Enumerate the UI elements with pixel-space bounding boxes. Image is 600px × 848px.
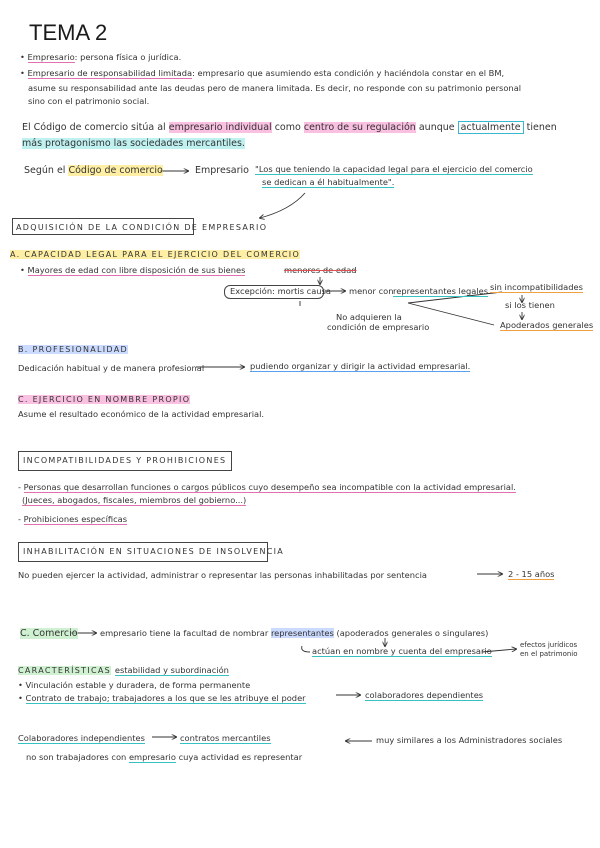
comercio-term: C. Comercio	[20, 628, 78, 639]
no-adquieren-1: No adquieren la	[336, 312, 402, 322]
codigo-paragraph-line-2: más protagonismo las sociedades mercantiles.	[22, 138, 245, 149]
no-adquieren-2: condición de empresario	[327, 322, 430, 332]
inhab-text: No pueden ejercer la actividad, administrar o representar las personas inhabilitadas por sentencia	[18, 570, 427, 580]
definicion-quote-1: "Los que teniendo la capacidad legal para el ejercicio del comercio	[255, 164, 533, 174]
section-b-text: Dedicación habitual y de manera profesional	[18, 363, 205, 373]
incompat-item-1: - Personas que desarrollan funciones o cargos públicos cuyo desempeño sea incompatible con la actividad empresarial.	[18, 482, 516, 492]
caract-item-1: • Vinculación estable y duradera, de forma permanente	[18, 680, 251, 690]
excepcion-mortis-causa: Excepción: mortis causa	[230, 286, 331, 296]
resp-limitada-line-2: asume su responsabilidad ante las deudas pero de manera limitada. Es decir, no responde con su patrimonio personal	[28, 83, 522, 93]
menores-de-edad: menores de edad	[284, 265, 357, 275]
incompat-item-1-sub: (Jueces, abogados, fiscales, miembros del gobierno...)	[22, 495, 247, 505]
section-a-item: • Mayores de edad con libre disposición de sus bienes	[20, 265, 246, 275]
si-los-tienen: si los tienen	[505, 300, 555, 310]
section-a-heading: A. CAPACIDAD LEGAL PARA EL EJERCICIO DEL COMERCIO	[10, 250, 301, 259]
term-responsabilidad-limitada: Empresario de responsabilidad limitada	[27, 68, 193, 78]
section-c-heading: C. EJERCICIO EN NOMBRE PROPIO	[18, 395, 191, 404]
inhab-years: 2 - 15 años	[508, 569, 555, 579]
incompat-item-2: - Prohibiciones específicas	[18, 514, 128, 524]
incompat-heading: INCOMPATIBILIDADES Y PROHIBICIONES	[23, 456, 227, 465]
section-b-result: pudiendo organizar y dirigir la actividad empresarial.	[250, 361, 471, 371]
muy-similares: muy similares a los Administradores sociales	[376, 735, 563, 745]
codigo-paragraph: El Código de comercio sitúa al empresario individual como centro de su regulación aunque actualmente tienen	[22, 122, 557, 133]
contratos-mercantiles: contratos mercantiles	[180, 733, 271, 743]
section-c-text: Asume el resultado económico de la actividad empresarial.	[18, 409, 265, 419]
colaboradores-dependientes: colaboradores dependientes	[365, 690, 484, 700]
colaboradores-independientes: Colaboradores independientes	[18, 733, 145, 743]
efectos-juridicos-2: en el patrimonio	[520, 650, 578, 658]
menor-con: menor con	[349, 286, 394, 296]
caracteristicas-heading: CARACTERÍSTICAS estabilidad y subordinación	[18, 665, 229, 675]
representantes-legales: representantes legales	[393, 286, 489, 296]
caract-item-2: • Contrato de trabajo; trabajadores a los que se les atribuye el poder	[18, 693, 306, 703]
inhab-heading: INHABILITACIÓN EN SITUACIONES DE INSOLVENCIA	[23, 547, 285, 556]
empresario-label: Empresario	[195, 165, 249, 176]
efectos-juridicos-1: efectos jurídicos	[520, 641, 578, 649]
segun-codigo: Según el Código de comercio	[24, 165, 163, 176]
apoderados-generales: Apoderados generales	[500, 320, 594, 330]
actuan-en-nombre: actúan en nombre y cuenta del empresario	[312, 646, 492, 656]
section-b-heading: B. PROFESIONALIDAD	[18, 345, 128, 354]
no-son-trabajadores: no son trabajadores con empresario cuya actividad es representar	[26, 752, 303, 762]
bullet-empresario-resp-limitada: • Empresario de responsabilidad limitada: empresario que asumiendo esta condición y haciéndola constar en el BM,	[20, 68, 505, 78]
adquisicion-heading: ADQUISICIÓN DE LA CONDICIÓN DE EMPRESARIO	[16, 223, 268, 232]
comercio-text-1: empresario tiene la facultad de nombrar representantes (apoderados generales o singulares)	[100, 628, 489, 638]
sin-incompatibilidades: sin incompatibilidades	[490, 282, 583, 292]
definicion-quote-2: se dedican a él habitualmente".	[262, 177, 395, 187]
page-title: TEMA 2	[29, 20, 108, 45]
term-empresario: Empresario	[27, 52, 75, 62]
actualmente-box: actualmente	[458, 121, 524, 134]
resp-limitada-line-3: sino con el patrimonio social.	[28, 96, 150, 106]
bullet-empresario: • Empresario: persona física o jurídica.	[20, 52, 182, 62]
